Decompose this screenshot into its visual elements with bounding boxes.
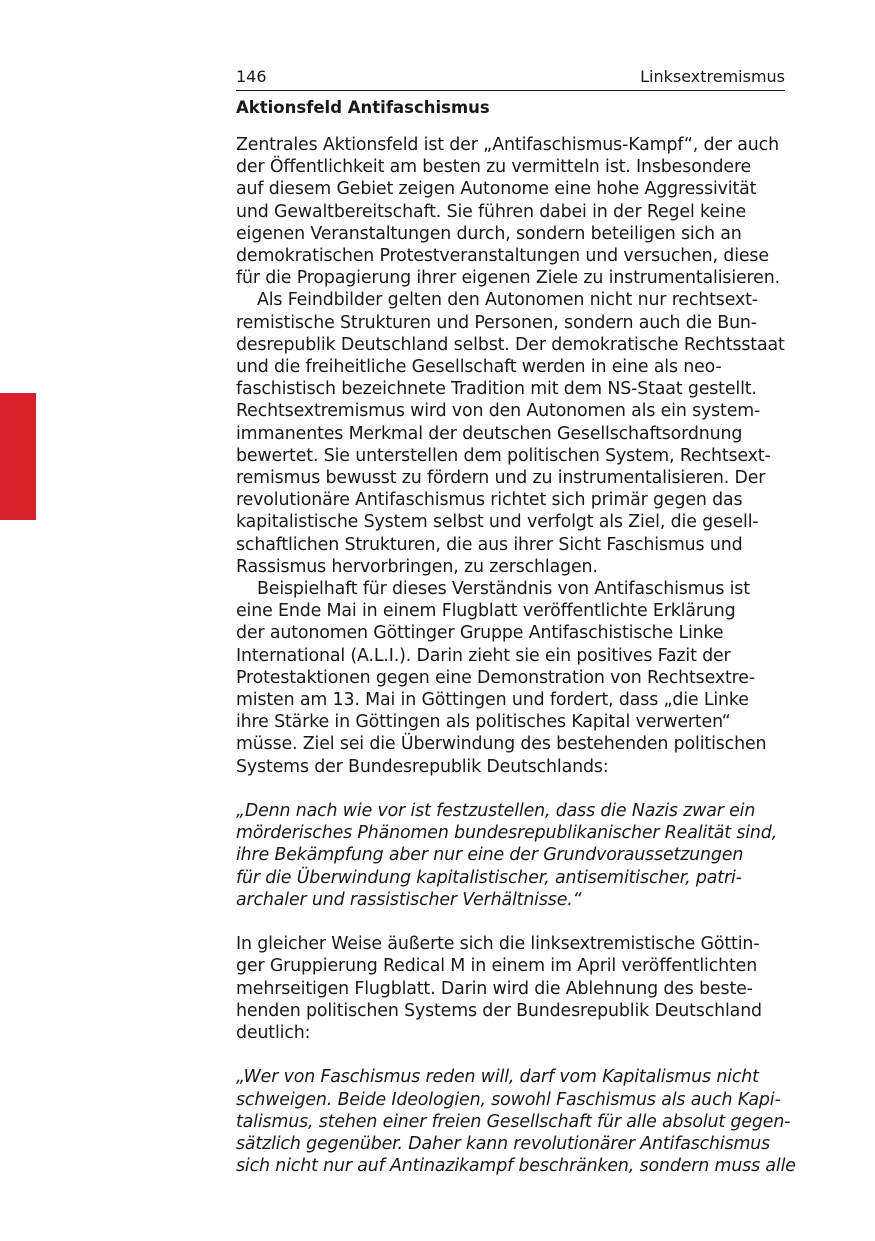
quote-line: für die Überwindung kapitalistischer, antisemitischer, patri- <box>236 867 742 888</box>
text-line: Protestaktionen gegen eine Demonstration von Rechtsextre- <box>236 667 755 688</box>
page-header <box>236 64 785 91</box>
spacer <box>236 911 785 933</box>
quote-line: „Denn nach wie vor ist festzustellen, dass die Nazis zwar ein <box>236 801 756 822</box>
text-line: kapitalistische System selbst und verfolgt als Ziel, die gesell- <box>236 512 759 533</box>
text-line: International (A.L.I.). Darin zieht sie ein positives Fazit der <box>236 645 731 666</box>
page-number: 146 <box>236 67 267 86</box>
text-line: für die Propagierung ihrer eigenen Ziele zu instrumentalisieren. <box>236 268 780 289</box>
chapter-tab-marker <box>0 393 36 520</box>
text-line: Systems der Bundesrepublik Deutschlands: <box>236 756 609 777</box>
paragraph-4 <box>236 933 785 1044</box>
text-line: und Gewaltbereitschaft. Sie führen dabei in der Regel keine <box>236 201 746 222</box>
text-line: ihre Stärke in Göttingen als politisches Kapital verwerten“ <box>236 712 731 733</box>
text-line: immanentes Merkmal der deutschen Gesellschaftsordnung <box>236 423 743 444</box>
text-line: eigenen Veranstaltungen durch, sondern beteiligen sich an <box>236 223 742 244</box>
paragraph-1 <box>236 134 785 289</box>
block-quote-1 <box>236 800 785 911</box>
text-line: der Öffentlichkeit am besten zu vermitteln ist. Insbesondere <box>236 157 752 178</box>
text-line: müsse. Ziel sei die Überwindung des bestehenden politischen <box>236 734 767 755</box>
paragraph-2 <box>236 289 785 578</box>
running-head: Linksextremismus <box>640 67 785 86</box>
quote-line: sätzlich gegenüber. Daher kann revolutionärer Antifaschismus <box>236 1134 771 1155</box>
block-quote-2 <box>236 1066 796 1177</box>
section-heading: Aktionsfeld Antifaschismus <box>236 98 490 117</box>
text-line: ger Gruppierung Redical M in einem im April veröffentlichten <box>236 956 758 977</box>
paragraph-3 <box>236 578 785 778</box>
text-line: Rechtsextremismus wird von den Autonomen als ein system- <box>236 401 761 422</box>
text-line: Rassismus hervorbringen, zu zerschlagen. <box>236 556 598 577</box>
text-line: Zentrales Aktionsfeld ist der „Antifaschismus-Kampf“, der auch <box>236 135 779 155</box>
quote-line: sich nicht nur auf Antinazikampf beschränken, sondern muss alle <box>236 1156 796 1177</box>
text-line: demokratischen Protestveranstaltungen und versuchen, diese <box>236 246 769 267</box>
text-line: desrepublik Deutschland selbst. Der demokratische Rechtsstaat <box>236 334 785 355</box>
spacer <box>236 1044 785 1066</box>
text-line: misten am 13. Mai in Göttingen und fordert, dass „die Linke <box>236 690 749 711</box>
text-line: revolutionäre Antifaschismus richtet sich primär gegen das <box>236 490 743 511</box>
quote-line: schweigen. Beide Ideologien, sowohl Faschismus als auch Kapi- <box>236 1089 781 1110</box>
text-line: auf diesem Gebiet zeigen Autonome eine hohe Aggressivität <box>236 179 757 200</box>
text-line: und die freiheitliche Gesellschaft werden in eine als neo- <box>236 357 722 378</box>
text-line: schaftlichen Strukturen, die aus ihrer Sicht Faschismus und <box>236 534 743 555</box>
page-content <box>236 96 796 1178</box>
text-line: bewertet. Sie unterstellen dem politischen System, Rechtsext- <box>236 445 771 466</box>
quote-line: talismus, stehen einer freien Gesellschaft für alle absolut gegen- <box>236 1111 791 1132</box>
text-line: eine Ende Mai in einem Flugblatt veröffentlichte Erklärung <box>236 601 736 622</box>
quote-line: archaler und rassistischer Verhältnisse.“ <box>236 889 582 910</box>
spacer <box>236 778 785 800</box>
text-line: der autonomen Göttinger Gruppe Antifaschistische Linke <box>236 623 724 644</box>
quote-line: ihre Bekämpfung aber nur eine der Grundvoraussetzungen <box>236 845 744 866</box>
text-line: Beispielhaft für dieses Verständnis von Antifaschismus ist <box>257 579 750 600</box>
text-line: faschistisch bezeichnete Tradition mit dem NS-Staat gestellt. <box>236 379 757 400</box>
text-line: Als Feindbilder gelten den Autonomen nicht nur rechtsext- <box>257 290 758 311</box>
quote-line: mörderisches Phänomen bundesrepublikanischer Realität sind, <box>236 823 778 844</box>
text-line: In gleicher Weise äußerte sich die linksextremistische Göttin- <box>236 934 760 955</box>
text-line: henden politischen Systems der Bundesrepublik Deutschland <box>236 1000 762 1021</box>
text-line: deutlich: <box>236 1023 311 1044</box>
text-line: mehrseitigen Flugblatt. Darin wird die Ablehnung des beste- <box>236 978 753 999</box>
text-line: remismus bewusst zu fördern und zu instrumentalisieren. Der <box>236 468 766 489</box>
quote-line: „Wer von Faschismus reden will, darf vom Kapitalismus nicht <box>236 1067 759 1088</box>
text-line: remistische Strukturen und Personen, sondern auch die Bun- <box>236 312 757 333</box>
